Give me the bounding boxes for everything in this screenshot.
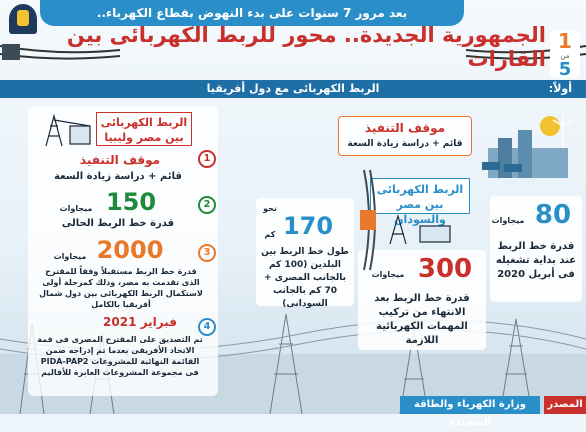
libya-future-unit: ميجاوات xyxy=(53,252,87,261)
libya-current-desc: قدرة خط الربط الحالى xyxy=(61,218,175,229)
libya-exec-label: موقف التنفيذ xyxy=(79,153,161,167)
sudan-start-mw: 80 xyxy=(534,200,572,230)
sudan-start-desc: قدرة خط الربط عند بداية تشغيله فى أبريل 2020 xyxy=(495,241,577,280)
libya-current-mw: 150 xyxy=(105,188,157,216)
sudan-start-unit: ميجاوات xyxy=(491,216,525,225)
footer xyxy=(0,396,586,428)
page-title: الجمهورية الجديدة.. محور للربط الكهربائى بين القارات xyxy=(66,23,546,71)
sudan-exec-label: موقف التنفيذ xyxy=(364,121,446,135)
sudan-after-mw: 300 xyxy=(417,254,473,284)
page-counter-badge xyxy=(550,30,580,78)
section-subtitle: الربط الكهربائى مع دول أفريقيا xyxy=(206,82,380,95)
libya-current-unit: ميجاوات xyxy=(59,204,93,213)
section-label: أولاً: xyxy=(548,82,572,95)
libya-date: فبراير 2021 xyxy=(103,315,177,329)
sudan-length-km: 170 xyxy=(282,212,334,240)
renewable-energy-illustration xyxy=(478,108,578,178)
sudan-after-unit: ميجاوات xyxy=(371,270,405,279)
step-circle-2: 2 xyxy=(198,196,216,214)
title-wrapper xyxy=(48,23,546,71)
source-label: المصدر xyxy=(544,396,586,414)
sudan-after-desc: قدرة خط الربط بعد الانتهاء من تركيب المهمات الكهربائية اللازمة xyxy=(374,293,470,346)
sudan-pylon-icon xyxy=(380,214,460,244)
page-total: 5 xyxy=(558,59,572,80)
libya-exec-value: قائم + دراسة زيادة السعة xyxy=(54,171,182,182)
step-circle-4: 4 xyxy=(198,318,216,336)
pylon-icon xyxy=(36,112,94,146)
libya-title: الربط الكهربائى بين مصر وليبيا xyxy=(96,112,192,146)
top-banner: بعد مرور 7 سنوات على بدء النهوض بقطاع الكهرباء.. xyxy=(40,0,464,26)
sudan-title: الربط الكهربائى بين مصر والسودان xyxy=(370,178,470,214)
source-value: وزارة الكهرباء والطاقة المتجددة xyxy=(400,396,540,414)
step-circle-3: 3 xyxy=(198,244,216,262)
sudan-length-prefix: نحو xyxy=(263,204,277,213)
sudan-exec-value: قائم + دراسة زيادة السعة xyxy=(347,139,463,149)
page-current: 1 xyxy=(558,29,572,53)
eagle-emblem-icon xyxy=(9,4,37,34)
sudan-length-unit: كم xyxy=(264,230,276,239)
libya-date-desc: تم التصديق على المقترح المصرى فى قمة الاتحاد الأفريقى بعدما تم إدراجه ضمن القائمة النهائية للمشروعات PIDA-PAP2 فى مجموعة المشروعات العابرة للأقاليم xyxy=(37,335,203,377)
cable-link-icon xyxy=(350,170,390,270)
libya-future-mw: 2000 xyxy=(96,236,164,264)
libya-future-desc: قدرة خط الربط مستقبلاً وفقاً للمقترح الذى تقدمت به مصر، وذلك كمرحلة أولى لاستكمال الربط الكهربائى بين دول شمال أفريقيا بالكامل xyxy=(39,267,203,309)
sudan-length-desc: طول خط الربط بين البلدين (100 كم بالجانب المصرى + 70 كم بالجانب السودانى) xyxy=(261,247,349,309)
step-circle-1: 1 xyxy=(198,150,216,168)
page-of-label: من xyxy=(560,52,570,60)
